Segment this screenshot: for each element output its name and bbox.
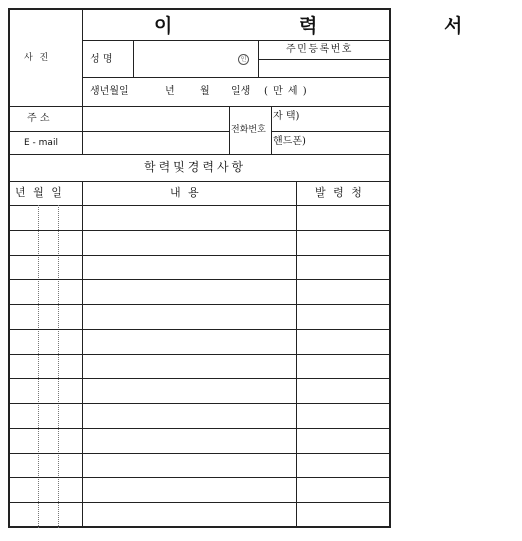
row-divider <box>8 378 391 379</box>
birth-date-field[interactable] <box>134 78 390 105</box>
content-cell[interactable] <box>83 404 296 428</box>
phone-label-left-divider <box>229 106 230 154</box>
birth-date-label: 생년월일 <box>90 86 129 97</box>
date-cell[interactable] <box>9 503 82 527</box>
issuer-column-header: 발 령 청 <box>315 186 364 199</box>
row-divider <box>8 255 391 256</box>
mobile-phone-field[interactable] <box>305 132 390 153</box>
date-cell[interactable] <box>9 280 82 304</box>
date-cell[interactable] <box>9 379 82 403</box>
seal-mark-icon: 인 <box>238 54 249 65</box>
date-cell[interactable] <box>9 454 82 478</box>
issuer-cell[interactable] <box>297 355 390 379</box>
row-divider <box>8 428 391 429</box>
row-divider <box>8 502 391 503</box>
issuer-cell[interactable] <box>297 454 390 478</box>
date-cell[interactable] <box>9 478 82 502</box>
content-cell[interactable] <box>83 231 296 255</box>
issuer-cell[interactable] <box>297 404 390 428</box>
content-column-header: 내 용 <box>170 186 201 199</box>
home-phone-label: 자 택) <box>273 111 300 122</box>
birth-month-unit: 월 <box>200 86 210 97</box>
address-field[interactable] <box>83 107 228 130</box>
issuer-cell[interactable] <box>297 305 390 329</box>
table-row <box>9 379 390 403</box>
issuer-cell[interactable] <box>297 503 390 527</box>
row-divider <box>8 477 391 478</box>
table-row <box>9 256 390 280</box>
row-divider <box>8 329 391 330</box>
table-row <box>9 206 390 230</box>
phone-label: 전화번호 <box>231 125 266 135</box>
content-cell[interactable] <box>83 280 296 304</box>
issuer-cell[interactable] <box>297 429 390 453</box>
contact-row-divider <box>8 154 391 155</box>
email-label: E - mail <box>24 138 58 148</box>
table-row <box>9 305 390 329</box>
date-cell[interactable] <box>9 404 82 428</box>
email-field[interactable] <box>83 132 228 153</box>
mobile-phone-label: 핸드폰) <box>273 136 306 147</box>
table-row <box>9 280 390 304</box>
form-title: 이 력 서 <box>154 15 522 37</box>
row-divider <box>8 230 391 231</box>
table-row <box>9 404 390 428</box>
table-row <box>9 478 390 502</box>
address-label: 주 소 <box>27 113 50 124</box>
table-row <box>9 355 390 379</box>
date-column-header: 년 월 일 <box>15 186 64 199</box>
table-row <box>9 454 390 478</box>
content-cell[interactable] <box>83 478 296 502</box>
section-title-divider <box>8 181 391 182</box>
birth-year-unit: 년 <box>165 86 175 97</box>
table-row <box>9 330 390 354</box>
age-label: ( 만 세 ) <box>264 86 308 97</box>
content-cell[interactable] <box>83 503 296 527</box>
row-divider <box>8 279 391 280</box>
issuer-cell[interactable] <box>297 280 390 304</box>
table-row <box>9 231 390 255</box>
birth-day-unit: 일생 <box>231 86 251 97</box>
history-section-title: 학력및경력사항 <box>144 160 247 174</box>
name-label: 성 명 <box>90 54 113 65</box>
table-row <box>9 503 390 527</box>
issuer-cell[interactable] <box>297 379 390 403</box>
issuer-cell[interactable] <box>297 206 390 230</box>
date-cell[interactable] <box>9 231 82 255</box>
issuer-cell[interactable] <box>297 330 390 354</box>
date-cell[interactable] <box>9 355 82 379</box>
date-cell[interactable] <box>9 206 82 230</box>
table-row <box>9 429 390 453</box>
date-cell[interactable] <box>9 429 82 453</box>
phone-label-right-divider <box>271 106 272 154</box>
content-cell[interactable] <box>83 256 296 280</box>
content-cell[interactable] <box>83 305 296 329</box>
date-cell[interactable] <box>9 305 82 329</box>
photo-label: 사 진 <box>24 53 51 63</box>
content-cell[interactable] <box>83 355 296 379</box>
issuer-cell[interactable] <box>297 231 390 255</box>
content-cell[interactable] <box>83 454 296 478</box>
issuer-cell[interactable] <box>297 478 390 502</box>
row-divider <box>8 354 391 355</box>
content-cell[interactable] <box>83 206 296 230</box>
date-cell[interactable] <box>9 256 82 280</box>
content-cell[interactable] <box>83 379 296 403</box>
resident-number-field[interactable] <box>259 60 390 76</box>
content-cell[interactable] <box>83 429 296 453</box>
row-divider <box>8 403 391 404</box>
row-divider <box>8 304 391 305</box>
content-cell[interactable] <box>83 330 296 354</box>
issuer-cell[interactable] <box>297 256 390 280</box>
row-divider <box>8 453 391 454</box>
home-phone-field[interactable] <box>305 107 390 130</box>
resident-number-label: 주민등록번호 <box>286 44 353 55</box>
date-cell[interactable] <box>9 330 82 354</box>
